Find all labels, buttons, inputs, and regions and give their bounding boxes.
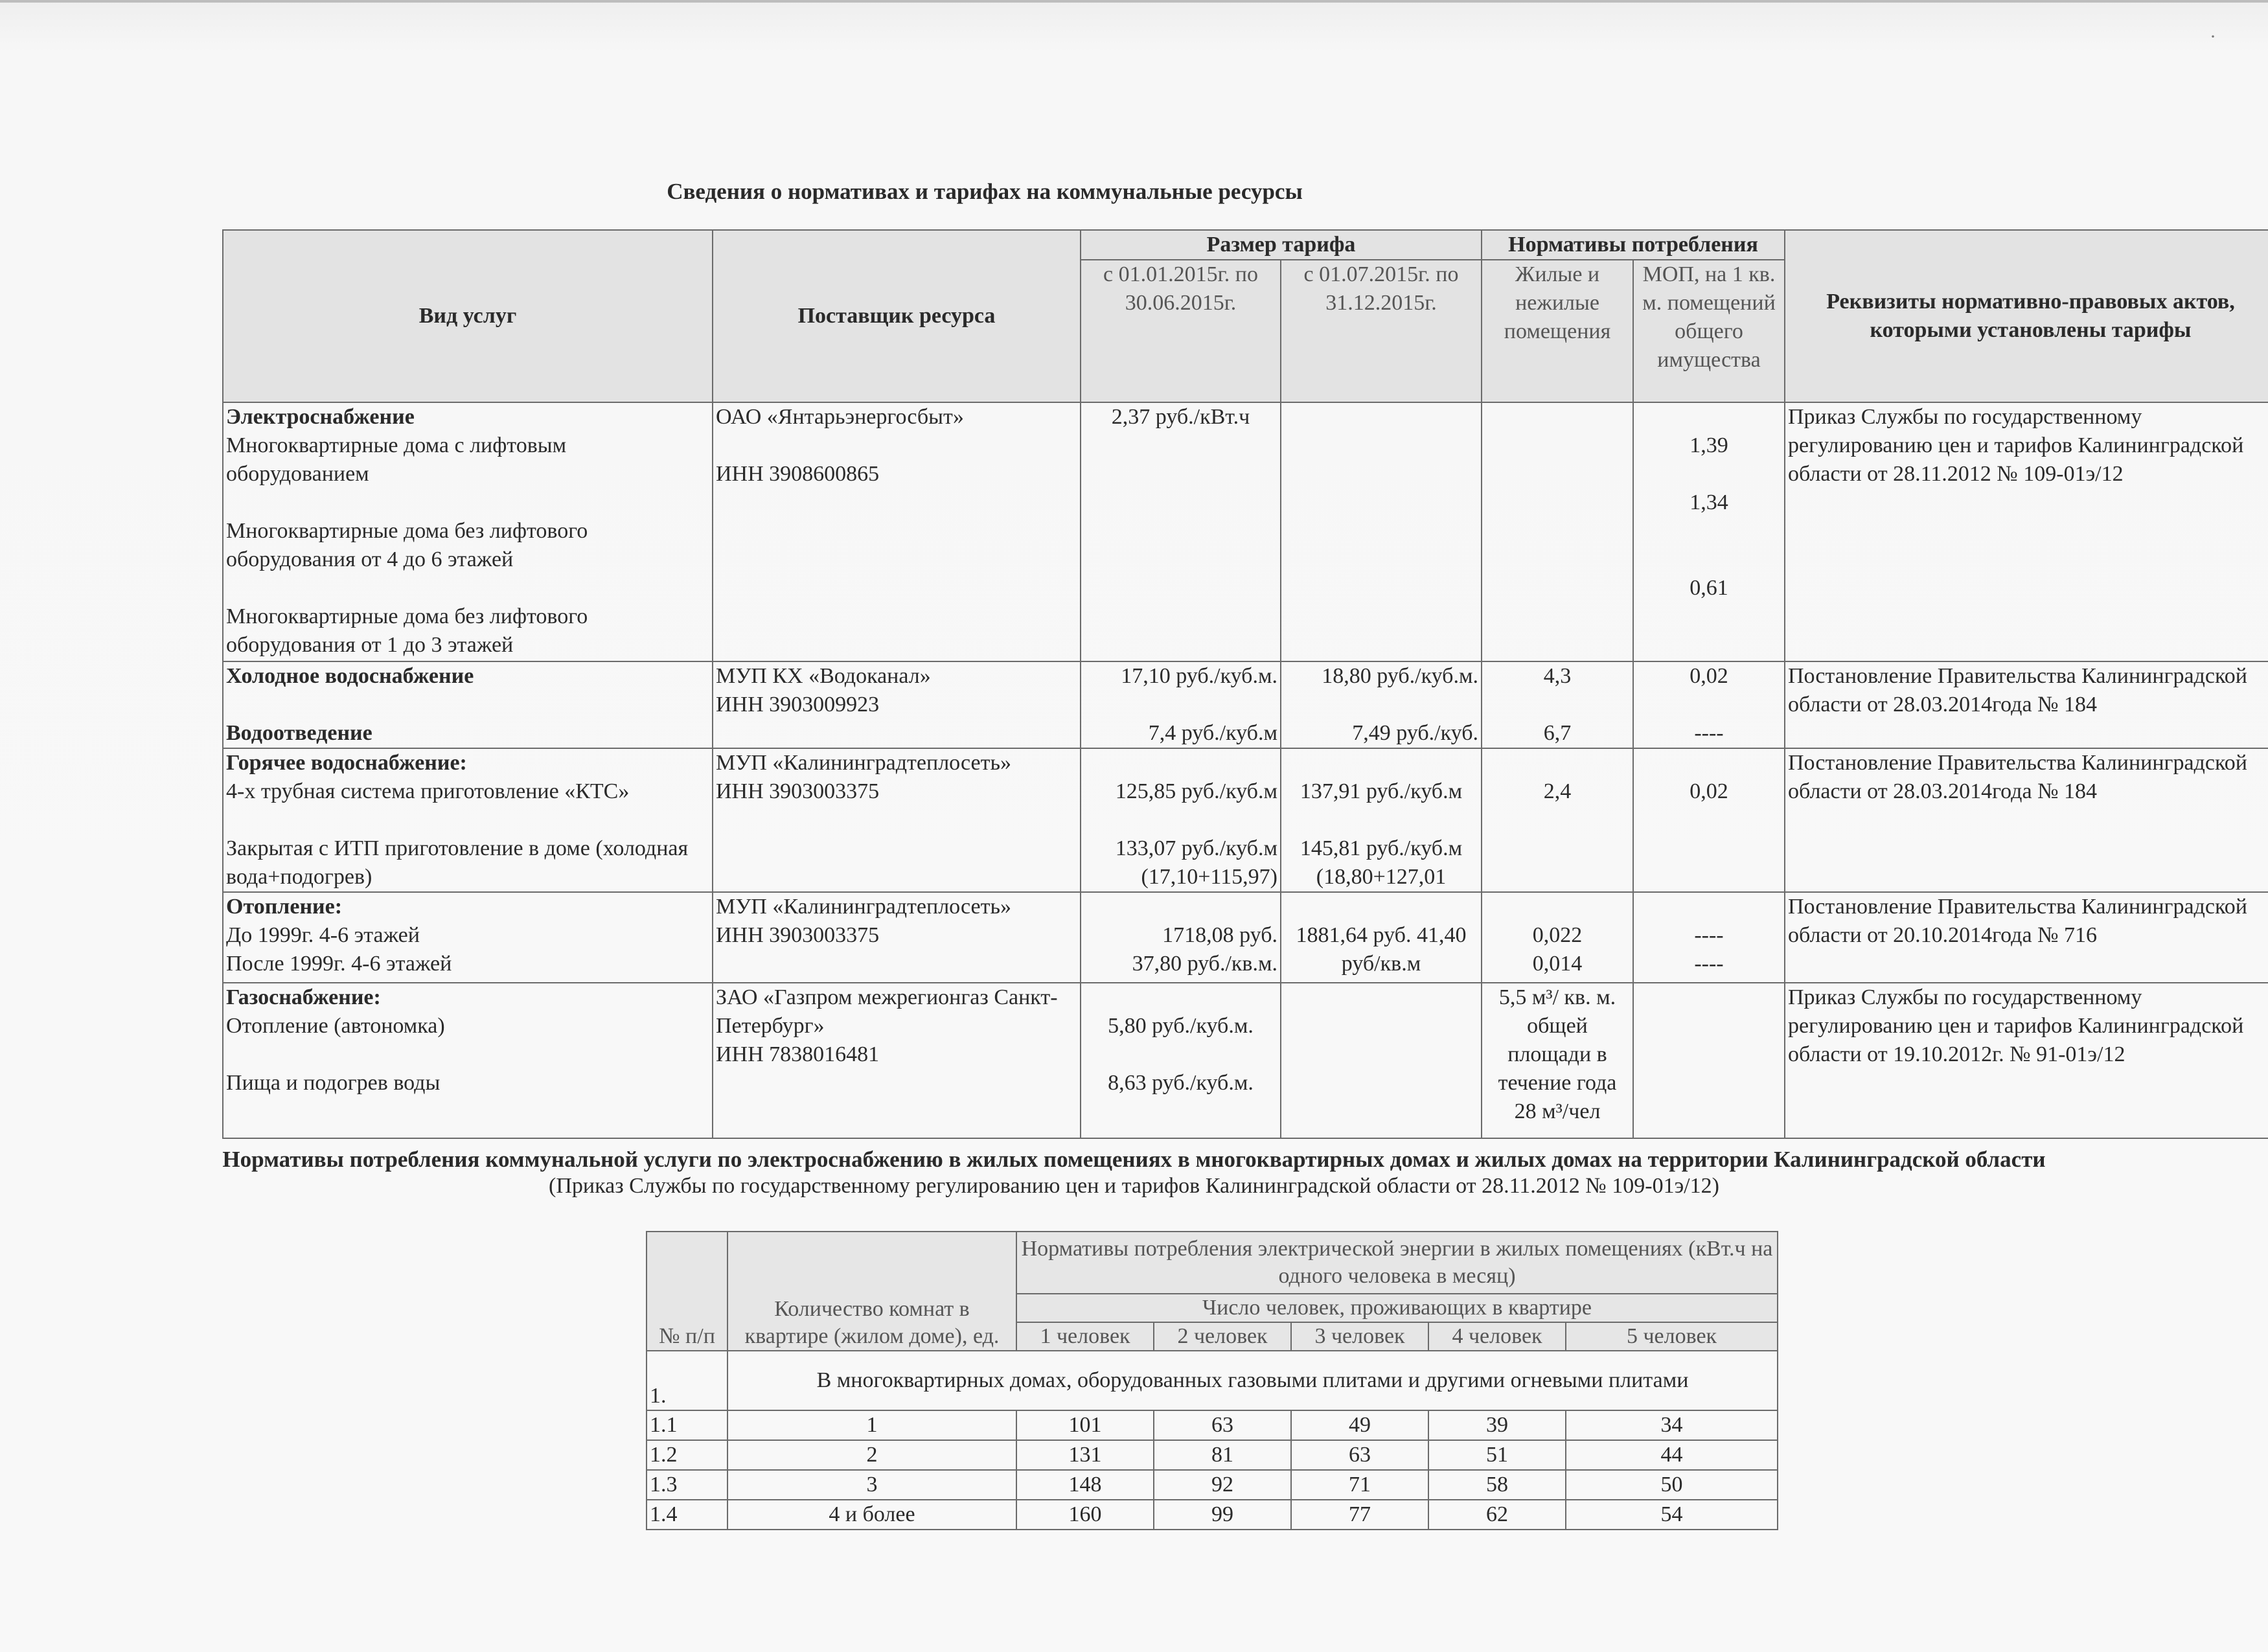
norm-value: 39 (1428, 1410, 1566, 1440)
tariffs-table (222, 229, 2268, 1139)
norms-table (646, 1231, 1778, 1530)
header-supplier: Поставщик ресурса (713, 230, 1081, 402)
norm-living: 0,022 0,014 (1532, 923, 1583, 976)
header-service: Вид услуг (223, 230, 713, 402)
header-norms: Нормативы потребления (1482, 230, 1785, 260)
table-row (647, 1470, 1778, 1500)
norm-living: 2,4 (1543, 779, 1572, 803)
service-title: Газоснабжение: (226, 985, 381, 1009)
tariff-period1: 1718,08 руб. 37,80 руб./кв.м. (1132, 923, 1277, 976)
service-cell (223, 892, 713, 983)
tariff-period2: 18,80 руб./куб.м. 7,49 руб./куб. (1322, 664, 1478, 745)
service-cell (223, 983, 713, 1138)
supplier-text: ЗАО «Газпром межрегионгаз Санкт-Петербург» ИНН 7838016481 (716, 985, 1058, 1066)
header-persons: Число человек, проживающих в квартире (1016, 1294, 1778, 1322)
scan-edge (0, 0, 2268, 3)
service-lines: Отопление (автономка) Пища и подогрев воды (226, 1014, 445, 1095)
table-row (647, 1410, 1778, 1440)
row-rooms: 1 (727, 1410, 1016, 1440)
norm-value: 81 (1154, 1440, 1291, 1470)
norm-value: 58 (1428, 1470, 1566, 1500)
row-rooms: 3 (727, 1470, 1016, 1500)
header-rooms: Количество комнат в квартире (жилом доме), ед. (727, 1232, 1016, 1351)
norm-common: 0,02 (1690, 779, 1728, 803)
tariff-period1: 125,85 руб./куб.м 133,07 руб./куб.м (17,10+115,97) (1115, 779, 1277, 889)
tariff-period2: 137,91 руб./куб.м 145,81 руб./куб.м (18,80+127,01 (1300, 779, 1463, 889)
service-title: Электроснабжение (226, 405, 415, 429)
service-cell (223, 402, 713, 661)
norm-living: 5,5 м³/ кв. м. общей площади в течение года 28 м³/чел (1498, 985, 1617, 1123)
norm-living: 4,3 6,7 (1543, 664, 1572, 745)
row-num: 1.3 (647, 1470, 727, 1500)
service-lines: До 1999г. 4-6 этажей После 1999г. 4-6 этажей (226, 923, 452, 976)
persons-5: 5 человек (1566, 1322, 1778, 1351)
norm-common: 1,39 1,34 0,61 (1690, 433, 1728, 600)
header-period1: с 01.01.2015г. по 30.06.2015г. (1081, 260, 1281, 402)
supplier-text: МУП КХ «Водоканал» ИНН 3903009923 (716, 664, 931, 717)
norm-value: 92 (1154, 1470, 1291, 1500)
norm-value: 77 (1291, 1500, 1428, 1530)
norm-value: 148 (1016, 1470, 1154, 1500)
supplier-text: ОАО «Янтарьэнергосбыт» ИНН 3908600865 (716, 405, 964, 486)
persons-4: 4 человек (1428, 1322, 1566, 1351)
document-title: Сведения о нормативах и тарифах на коммунальные ресурсы (667, 179, 1303, 204)
row-num: 1.2 (647, 1440, 727, 1470)
legal-act: Постановление Правительства Калининградской области от 28.03.2014года № 184 (1788, 664, 2247, 717)
legal-act: Постановление Правительства Калининградской области от 28.03.2014года № 184 (1788, 751, 2247, 803)
persons-1: 1 человек (1016, 1322, 1154, 1351)
persons-3: 3 человек (1291, 1322, 1428, 1351)
service-title-2: Водоотведение (226, 721, 372, 745)
section2-title: Нормативы потребления коммунальной услуги по электроснабжению в жилых помещениях в многоквартирных домах и жилых домах на территории Калининградской области (222, 1147, 2046, 1172)
norm-value: 63 (1154, 1410, 1291, 1440)
norm-value: 131 (1016, 1440, 1154, 1470)
tariff-period1: 5,80 руб./куб.м. 8,63 руб./куб.м. (1108, 1014, 1254, 1095)
group-label: В многоквартирных домах, оборудованных газовыми плитами и другими огневыми плитами (727, 1351, 1778, 1410)
table-row (223, 661, 2268, 748)
legal-act: Приказ Службы по государственному регулированию цен и тарифов Калининградской области от 28.11.2012 № 109-01э/12 (1788, 405, 2244, 486)
supplier-text: МУП «Калининградтеплосеть» ИНН 3903003375 (716, 895, 1011, 947)
norm-value: 51 (1428, 1440, 1566, 1470)
header-acts: Реквизиты нормативно-правовых актов, которыми установлены тарифы (1785, 230, 2268, 402)
row-num: 1.1 (647, 1410, 727, 1440)
table-row (647, 1440, 1778, 1470)
service-lines: Многоквартирные дома с лифтовым оборудованием Многоквартирные дома без лифтового оборудования от 4 до 6 этажей Многоквартирные дома без лифтового оборудования от 1 до 3 этажей (226, 433, 588, 657)
persons-2: 2 человек (1154, 1322, 1291, 1351)
row-rooms: 2 (727, 1440, 1016, 1470)
norm-value: 63 (1291, 1440, 1428, 1470)
service-title: Холодное водоснабжение (226, 664, 474, 688)
table-row (223, 402, 2268, 661)
legal-act: Постановление Правительства Калининградской области от 20.10.2014года № 716 (1788, 895, 2247, 947)
header-common: МОП, на 1 кв. м. помещений общего имущества (1633, 260, 1785, 402)
norm-common: 0,02 ---- (1690, 664, 1728, 745)
service-cell (223, 661, 713, 748)
table-row (223, 983, 2268, 1138)
scan-speck: · (2210, 26, 2216, 47)
header-num: № п/п (647, 1232, 727, 1351)
service-cell (223, 748, 713, 892)
table-row (223, 748, 2268, 892)
norm-value: 49 (1291, 1410, 1428, 1440)
norm-common: ---- ---- (1694, 923, 1724, 976)
service-lines: 4-х трубная система приготовление «КТС» Закрытая с ИТП приготовление в доме (холодная вода+подогрев) (226, 779, 689, 889)
row-num: 1.4 (647, 1500, 727, 1530)
tariff-period1: 17,10 руб./куб.м. 7,4 руб./куб.м (1121, 664, 1277, 745)
header-period2: с 01.07.2015г. по 31.12.2015г. (1281, 260, 1482, 402)
table-row (223, 892, 2268, 983)
legal-act: Приказ Службы по государственному регулированию цен и тарифов Калининградской области от 19.10.2012г. № 91-01э/12 (1788, 985, 2244, 1066)
norm-value: 34 (1566, 1410, 1778, 1440)
header-tariff-size: Размер тарифа (1081, 230, 1482, 260)
table-row (647, 1500, 1778, 1530)
tariff-period2: 1881,64 руб. 41,40 руб/кв.м (1296, 923, 1467, 976)
norm-value: 101 (1016, 1410, 1154, 1440)
norm-value: 99 (1154, 1500, 1291, 1530)
norm-value: 62 (1428, 1500, 1566, 1530)
supplier-text: МУП «Калининградтеплосеть» ИНН 3903003375 (716, 751, 1011, 803)
row-rooms: 4 и более (727, 1500, 1016, 1530)
header-norm: Нормативы потребления электрической энергии в жилых помещениях (кВт.ч на одного человека в месяц) (1016, 1232, 1778, 1294)
section2-subtitle: (Приказ Службы по государственному регулированию цен и тарифов Калининградской области от 28.11.2012 № 109-01э/12) (549, 1174, 1719, 1198)
norm-value: 50 (1566, 1470, 1778, 1500)
tariff-period1: 2,37 руб./кВт.ч (1111, 405, 1250, 429)
header-living: Жилые и нежилые помещения (1482, 260, 1633, 402)
norm-value: 71 (1291, 1470, 1428, 1500)
norm-value: 44 (1566, 1440, 1778, 1470)
group-num: 1. (647, 1351, 727, 1410)
norm-value: 160 (1016, 1500, 1154, 1530)
service-title: Горячее водоснабжение: (226, 751, 467, 775)
service-title: Отопление: (226, 895, 343, 919)
norm-value: 54 (1566, 1500, 1778, 1530)
